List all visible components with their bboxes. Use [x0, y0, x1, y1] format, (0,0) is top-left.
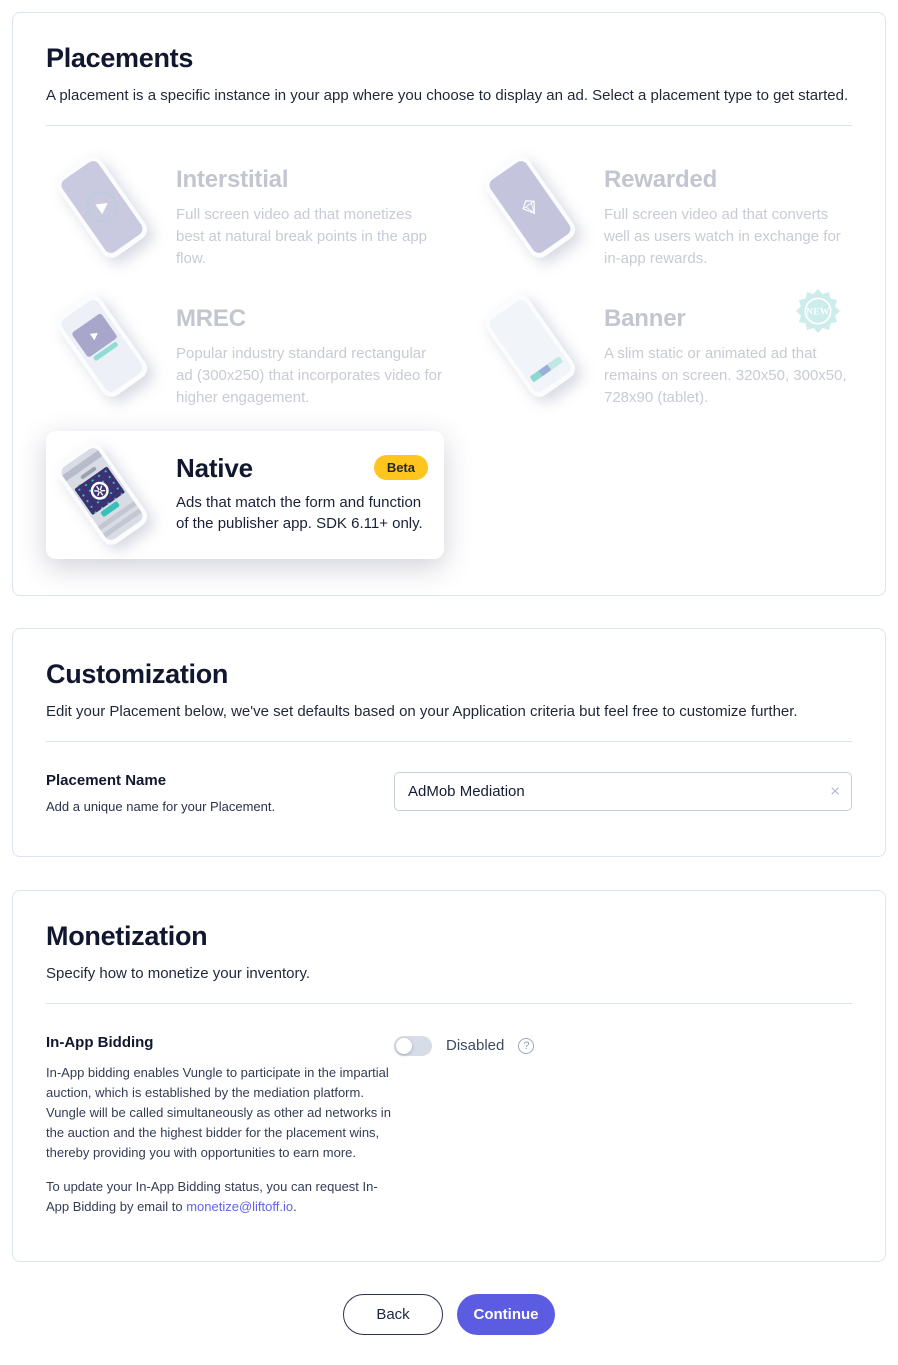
monetize-email-link[interactable]: monetize@liftoff.io: [186, 1199, 294, 1215]
native-title: Native: [176, 452, 253, 483]
in-app-bidding-description: In-App bidding enables Vungle to participate in the impartial auction, which is established by the mediation platform. Vungle will be called simultaneously as other ad networks in the auction and the highest bidder for the placement wins, thereby providing you with opportunities to earn more.: [46, 1064, 391, 1161]
in-app-bidding-row: [46, 1034, 852, 1218]
placement-name-row: [46, 772, 852, 814]
placements-card: [12, 12, 886, 596]
back-button[interactable]: Back: [343, 1294, 443, 1335]
monetization-card: [12, 890, 886, 1263]
monetization-title: Monetization: [46, 920, 208, 951]
placement-option-banner[interactable]: [474, 291, 852, 408]
mrec-title: MREC: [176, 305, 246, 333]
toggle-knob: [396, 1038, 412, 1054]
interstitial-title: Interstitial: [176, 166, 289, 193]
new-badge-icon: [796, 289, 840, 333]
help-icon[interactable]: ?: [518, 1038, 534, 1054]
native-description: Ads that match the form and function of the publisher app. SDK 6.11+ only.: [176, 493, 423, 533]
new-badge-label: NEW: [806, 307, 830, 318]
note-suffix: .: [293, 1199, 297, 1215]
in-app-bidding-status: Disabled: [446, 1037, 505, 1054]
customization-subtitle: Edit your Placement below, we've set defaults based on your Application criteria but feel free to customize further.: [46, 702, 798, 720]
placements-subtitle: A placement is a specific instance in your app where you choose to display an ad. Select a placement type to get started.: [46, 87, 849, 104]
rewarded-phone-icon: [474, 152, 586, 264]
rewarded-title: Rewarded: [604, 166, 718, 193]
banner-description: A slim static or animated ad that remains on screen. 320x50, 300x50, 728x90 (tablet).: [604, 345, 847, 406]
customization-title: Customization: [46, 658, 229, 689]
placement-name-label: Placement Name: [46, 771, 167, 789]
continue-button[interactable]: Continue: [457, 1294, 555, 1335]
mrec-description: Popular industry standard rectangular ad (300x250) that incorporates video for higher engagement.: [176, 345, 442, 406]
in-app-bidding-toggle[interactable]: [394, 1036, 432, 1056]
footer-actions: [0, 1294, 898, 1335]
placement-name-input[interactable]: [394, 772, 852, 811]
placement-option-rewarded[interactable]: [474, 152, 852, 269]
note-prefix: To update your In-App Bidding status, you can request In-App Bidding by email to: [46, 1179, 378, 1215]
rewarded-description: Full screen video ad that converts well as users watch in exchange for in-app rewards.: [604, 206, 841, 267]
interstitial-description: Full screen video ad that monetizes best at natural break points in the app flow.: [176, 206, 428, 267]
mrec-phone-icon: [46, 291, 158, 403]
in-app-bidding-label: In-App Bidding: [46, 1033, 154, 1051]
placement-option-native[interactable]: [46, 431, 444, 559]
clear-input-icon[interactable]: ×: [830, 781, 840, 801]
in-app-bidding-note: [46, 1177, 394, 1217]
banner-title: Banner: [604, 305, 686, 333]
native-phone-icon: [46, 439, 158, 551]
banner-phone-icon: [474, 291, 586, 403]
customization-card: [12, 628, 886, 857]
placement-option-interstitial[interactable]: [46, 152, 444, 269]
placement-type-grid: [46, 152, 852, 559]
divider: [46, 125, 852, 126]
placement-name-helper: Add a unique name for your Placement.: [46, 798, 276, 814]
placement-option-mrec[interactable]: [46, 291, 444, 408]
divider: [46, 1003, 852, 1004]
interstitial-phone-icon: [46, 152, 158, 264]
beta-badge: Beta: [374, 455, 428, 480]
placements-title: Placements: [46, 43, 194, 73]
monetization-subtitle: Specify how to monetize your inventory.: [46, 964, 311, 982]
divider: [46, 741, 852, 742]
